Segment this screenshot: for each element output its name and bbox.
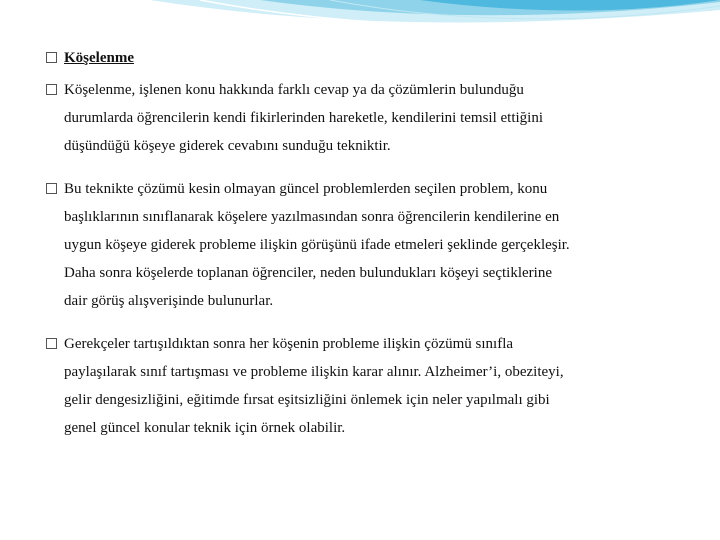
bullet-icon <box>46 183 57 194</box>
paragraph-line: durumlarda öğrencilerin kendi fikirlerinden hareketle, kendilerini temsil ettiğini <box>64 110 544 126</box>
paragraph-line: genel güncel konular teknik için örnek olabilir. <box>64 420 346 436</box>
slide-title <box>46 44 686 72</box>
paragraph-line: Daha sonra köşelerde toplanan öğrenciler, neden bulundukları köşeyi seçtiklerine <box>64 265 552 281</box>
paragraph-examples <box>46 330 686 442</box>
bullet-icon <box>46 84 57 95</box>
paragraph-line: paylaşılarak sınıf tartışması ve probleme ilişkin karar alınır. Alzheimer’i, obeziteyi, <box>64 364 564 380</box>
paragraph-line: Köşelenme, işlenen konu hakkında farklı cevap ya da çözümlerin bulunduğu <box>64 82 524 98</box>
title-text: Köşelenme <box>64 50 134 66</box>
paragraph-definition <box>46 76 686 160</box>
paragraph-process <box>46 175 686 315</box>
paragraph-line: düşündüğü köşeye giderek cevabını sunduğu tekniktir. <box>64 138 391 154</box>
bullet-icon <box>46 52 57 63</box>
paragraph-line: uygun köşeye giderek probleme ilişkin görüşünü ifade etmeleri şeklinde gerçekleşir. <box>64 237 570 253</box>
paragraph-line: Bu teknikte çözümü kesin olmayan güncel problemlerden seçilen problem, konu <box>64 181 548 197</box>
paragraph-line: gelir dengesizliğini, eğitimde fırsat eşitsizliğini önlemek için neler yapılmalı gibi <box>64 392 550 408</box>
paragraph-line: dair görüş alışverişinde bulunurlar. <box>64 293 274 309</box>
paragraph-line: başlıklarının sınıflanarak köşelere yazılmasından sonra öğrencilerin kendilerine en <box>64 209 560 225</box>
bullet-icon <box>46 338 57 349</box>
paragraph-line: Gerekçeler tartışıldıktan sonra her köşenin probleme ilişkin çözümü sınıfla <box>64 336 514 352</box>
